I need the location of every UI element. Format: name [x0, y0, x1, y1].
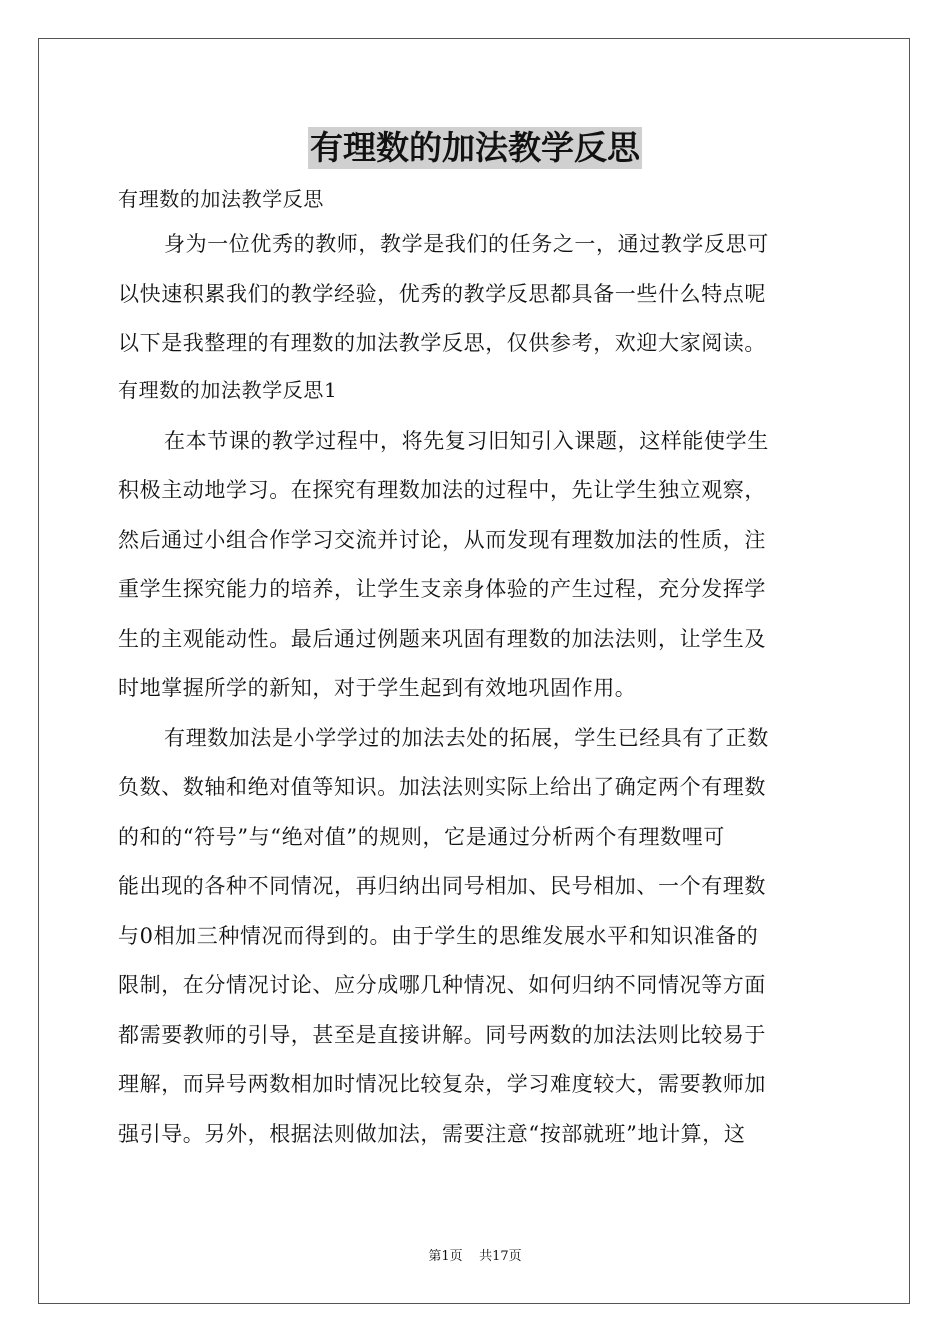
paragraph-2-line: 有理数加法是小学学过的加法去处的拓展，学生已经具有了正数 [164, 725, 769, 750]
document-body [118, 178, 834, 1159]
paragraph-1-line: 生的主观能动性。最后通过例题来巩固有理数的加法法则，让学生及 [118, 626, 766, 651]
title-area [0, 127, 950, 169]
paragraph-2-line: 能出现的各种不同情况，再归纳出同号相加、民号相加、一个有理数 [118, 874, 766, 898]
paragraph-2-line: 强引导。另外，根据法则做加法，需要注意“按部就班”地计算，这 [118, 1121, 746, 1146]
intro-line: 以快速积累我们的教学经验，优秀的教学反思都具备一些什么特点呢 [118, 281, 766, 306]
document-title: 有理数的加法教学反思 [310, 128, 640, 167]
paragraph-1-line: 积极主动地学习。在探究有理数加法的过程中，先让学生独立观察， [118, 478, 766, 502]
intro-line: 以下是我整理的有理数的加法教学反思，仅供参考，欢迎大家阅读。 [118, 331, 766, 355]
document-subtitle: 有理数的加法教学反思 [118, 187, 324, 211]
paragraph-2-line: 负数、数轴和绝对值等知识。加法法则实际上给出了确定两个有理数 [118, 775, 766, 799]
paragraph-1-line: 然后通过小组合作学习交流并讨论，从而发现有理数加法的性质，注 [118, 527, 766, 552]
paragraph-2-line: 的和的“符号”与“绝对值”的规则，它是通过分析两个有理数哩可 [118, 824, 725, 849]
paragraph-2-line: 与0相加三种情况而得到的。由于学生的思维发展水平和知识准备的 [118, 923, 759, 948]
paragraph-2-line: 都需要教师的引导，甚至是直接讲解。同号两数的加法法则比较易于 [118, 1022, 766, 1047]
paragraph-1-line: 重学生探究能力的培养，让学生支亲身体验的产生过程，充分发挥学 [118, 577, 766, 601]
page-total: 共17页 [479, 1249, 522, 1264]
paragraph-2-line: 理解，而异号两数相加时情况比较复杂，学习难度较大，需要教师加 [118, 1072, 766, 1096]
intro-line: 身为一位优秀的教师，教学是我们的任务之一，通过教学反思可 [164, 232, 769, 256]
section-heading: 有理数的加法教学反思1 [118, 377, 338, 402]
paragraph-1-line: 时地掌握所学的新知，对于学生起到有效地巩固作用。 [118, 676, 637, 700]
page-number: 第1页 [428, 1249, 463, 1264]
paragraph-2-line: 限制，在分情况讨论、应分成哪几种情况、如何归纳不同情况等方面 [118, 973, 766, 997]
page-footer [0, 1248, 950, 1266]
paragraph-1-line: 在本节课的教学过程中，将先复习旧知引入课题，这样能使学生 [164, 428, 769, 453]
